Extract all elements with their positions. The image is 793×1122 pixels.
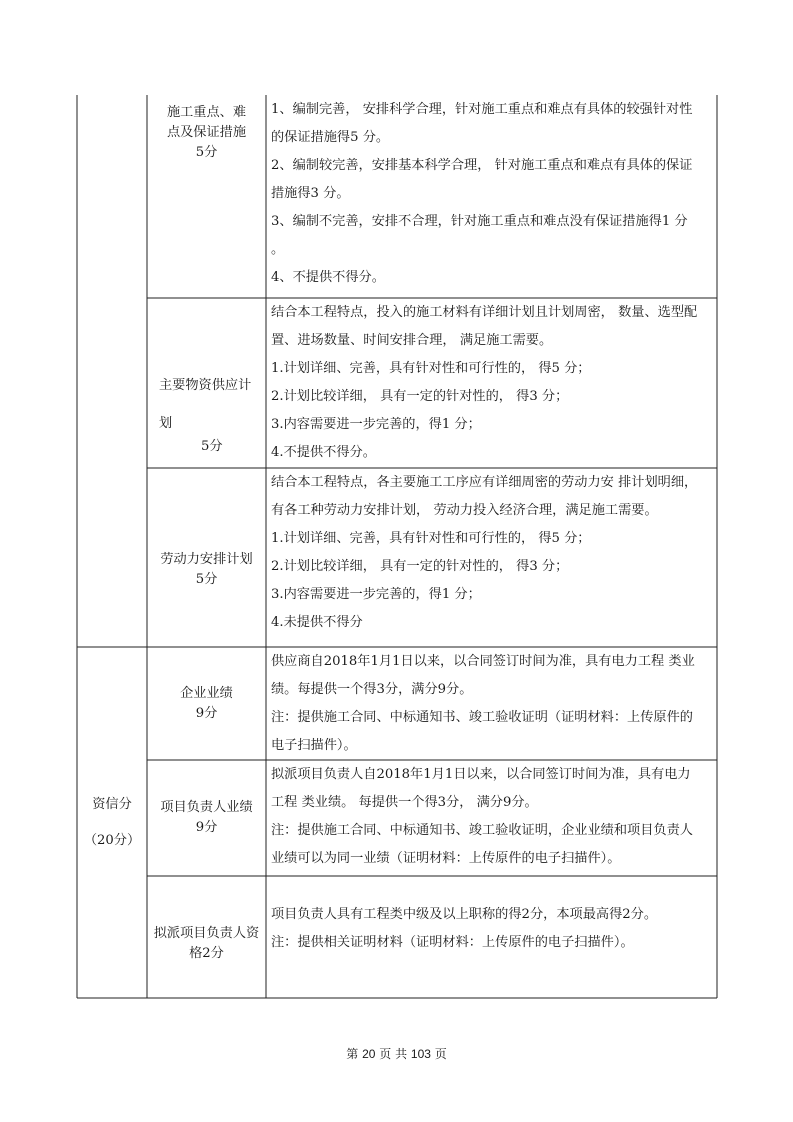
criteria-cell-manager-qualification (266, 876, 717, 998)
criteria-line: 3.内容需要进一步完善的，得1 分； (271, 587, 481, 602)
item-label-line: 主要物资供应计 (159, 378, 252, 393)
criteria-line: 3、编制不完善，安排不合理，针对施工重点和难点没有保证措施得1 分 (271, 214, 688, 229)
item-score: 5分 (201, 439, 223, 454)
category-cell-credit (77, 647, 147, 998)
criteria-cell-material-supply (266, 298, 717, 468)
criteria-line: 2、编制较完善，安排基本科学合理， 针对施工重点和难点有具体的保证 (271, 158, 693, 173)
page-number: 20 (362, 1047, 376, 1061)
criteria-line: 项目负责人具有工程类中级及以上职称的得2分，本项最高得2分。 (271, 907, 658, 922)
criteria-cell-company-performance (266, 647, 717, 760)
criteria-line: 1、编制完善， 安排科学合理，针对施工重点和难点有具体的较强针对性 (271, 102, 693, 117)
item-label-line: 划 (159, 416, 173, 431)
criteria-line: 结合本工程特点，投入的施工材料有详细计划且计划周密， 数量、选型配 (271, 305, 698, 320)
item-label-line: 劳动力安排计划 (160, 552, 253, 567)
item-cell-key-points (147, 95, 266, 170)
criteria-line: 绩。每提供一个得3分，满分9分。 (271, 682, 473, 697)
criteria-line: 2.计划比较详细， 具有一定的针对性的， 得3 分； (271, 559, 569, 574)
criteria-line: 4.不提供不得分。 (271, 445, 376, 460)
criteria-line: 注：提供施工合同、中标通知书、竣工验收证明（证明材料：上传原件的 (271, 710, 693, 725)
criteria-line: 1.计划详细、完善，具有针对性和可行性的， 得5 分； (271, 531, 591, 546)
item-label-line: 项目负责人业绩 (160, 800, 253, 815)
item-score: 5分 (195, 572, 218, 587)
item-cell-material-supply (147, 298, 266, 468)
criteria-line: 供应商自2018年1月1日以来，以合同签订时间为准，具有电力工程 类业 (271, 654, 695, 669)
item-cell-labor-plan (147, 540, 266, 600)
category-score: （20分） (83, 832, 141, 848)
item-score: 格2分 (189, 946, 224, 961)
page-footer (0, 1045, 793, 1062)
criteria-cell-key-points (266, 95, 717, 298)
footer-text: 第 (346, 1047, 359, 1061)
criteria-line: 2.计划比较详细， 具有一定的针对性的， 得3 分； (271, 389, 569, 404)
criteria-line: 有各工种劳动力安排计划， 劳动力投入经济合理，满足施工需要。 (271, 503, 658, 518)
category-name: 资信分 (92, 796, 132, 812)
item-cell-manager-performance (147, 760, 266, 876)
criteria-line: 业绩可以为同一业绩（证明材料：上传原件的电子扫描件）。 (271, 851, 621, 866)
criteria-line: 电子扫描件）。 (271, 738, 357, 753)
criteria-line: 置、进场数量、时间安排合理， 满足施工需要。 (271, 333, 553, 348)
criteria-line: 4.未提供不得分 (271, 615, 363, 630)
footer-text: 页 (434, 1047, 447, 1061)
footer-text: 页 共 (379, 1047, 408, 1061)
item-label-line: 拟派项目负责人资 (153, 926, 260, 941)
criteria-line: 注：提供施工合同、中标通知书、竣工验收证明，企业业绩和项目负责人 (271, 823, 693, 838)
criteria-line: 拟派项目负责人自2018年1月1日以来，以合同签订时间为准，具有电力 (271, 767, 691, 782)
item-score: 5分 (195, 144, 218, 160)
criteria-line: 结合本工程特点，各主要施工工序应有详细周密的劳动力安 排计划明细， (271, 475, 698, 490)
criteria-line: 工程 类业绩。 每提供一个得3分， 满分9分。 (271, 795, 538, 810)
criteria-cell-manager-performance (266, 760, 717, 876)
criteria-line: 的保证措施得5 分。 (271, 130, 390, 145)
page-total: 103 (410, 1047, 431, 1061)
item-cell-company-performance (147, 647, 266, 760)
criteria-line: 4、不提供不得分。 (271, 270, 385, 285)
criteria-line: 注：提供相关证明材料（证明材料：上传原件的电子扫描件）。 (271, 935, 634, 950)
criteria-line: 1.计划详细、完善，具有针对性和可行性的， 得5 分； (271, 361, 591, 376)
item-score: 9分 (195, 705, 218, 721)
criteria-line: 措施得3 分。 (271, 186, 350, 201)
criteria-cell-labor-plan (266, 468, 717, 647)
item-label-line: 企业业绩 (180, 685, 233, 701)
item-score: 9分 (195, 820, 218, 835)
criteria-line: 3.内容需要进一步完善的，得1 分； (271, 417, 481, 432)
item-label-line: 点及保证措施 (166, 124, 247, 140)
item-cell-manager-qualification (147, 920, 266, 968)
item-label-line: 施工重点、难 (166, 104, 247, 120)
criteria-line: 。 (271, 242, 285, 257)
